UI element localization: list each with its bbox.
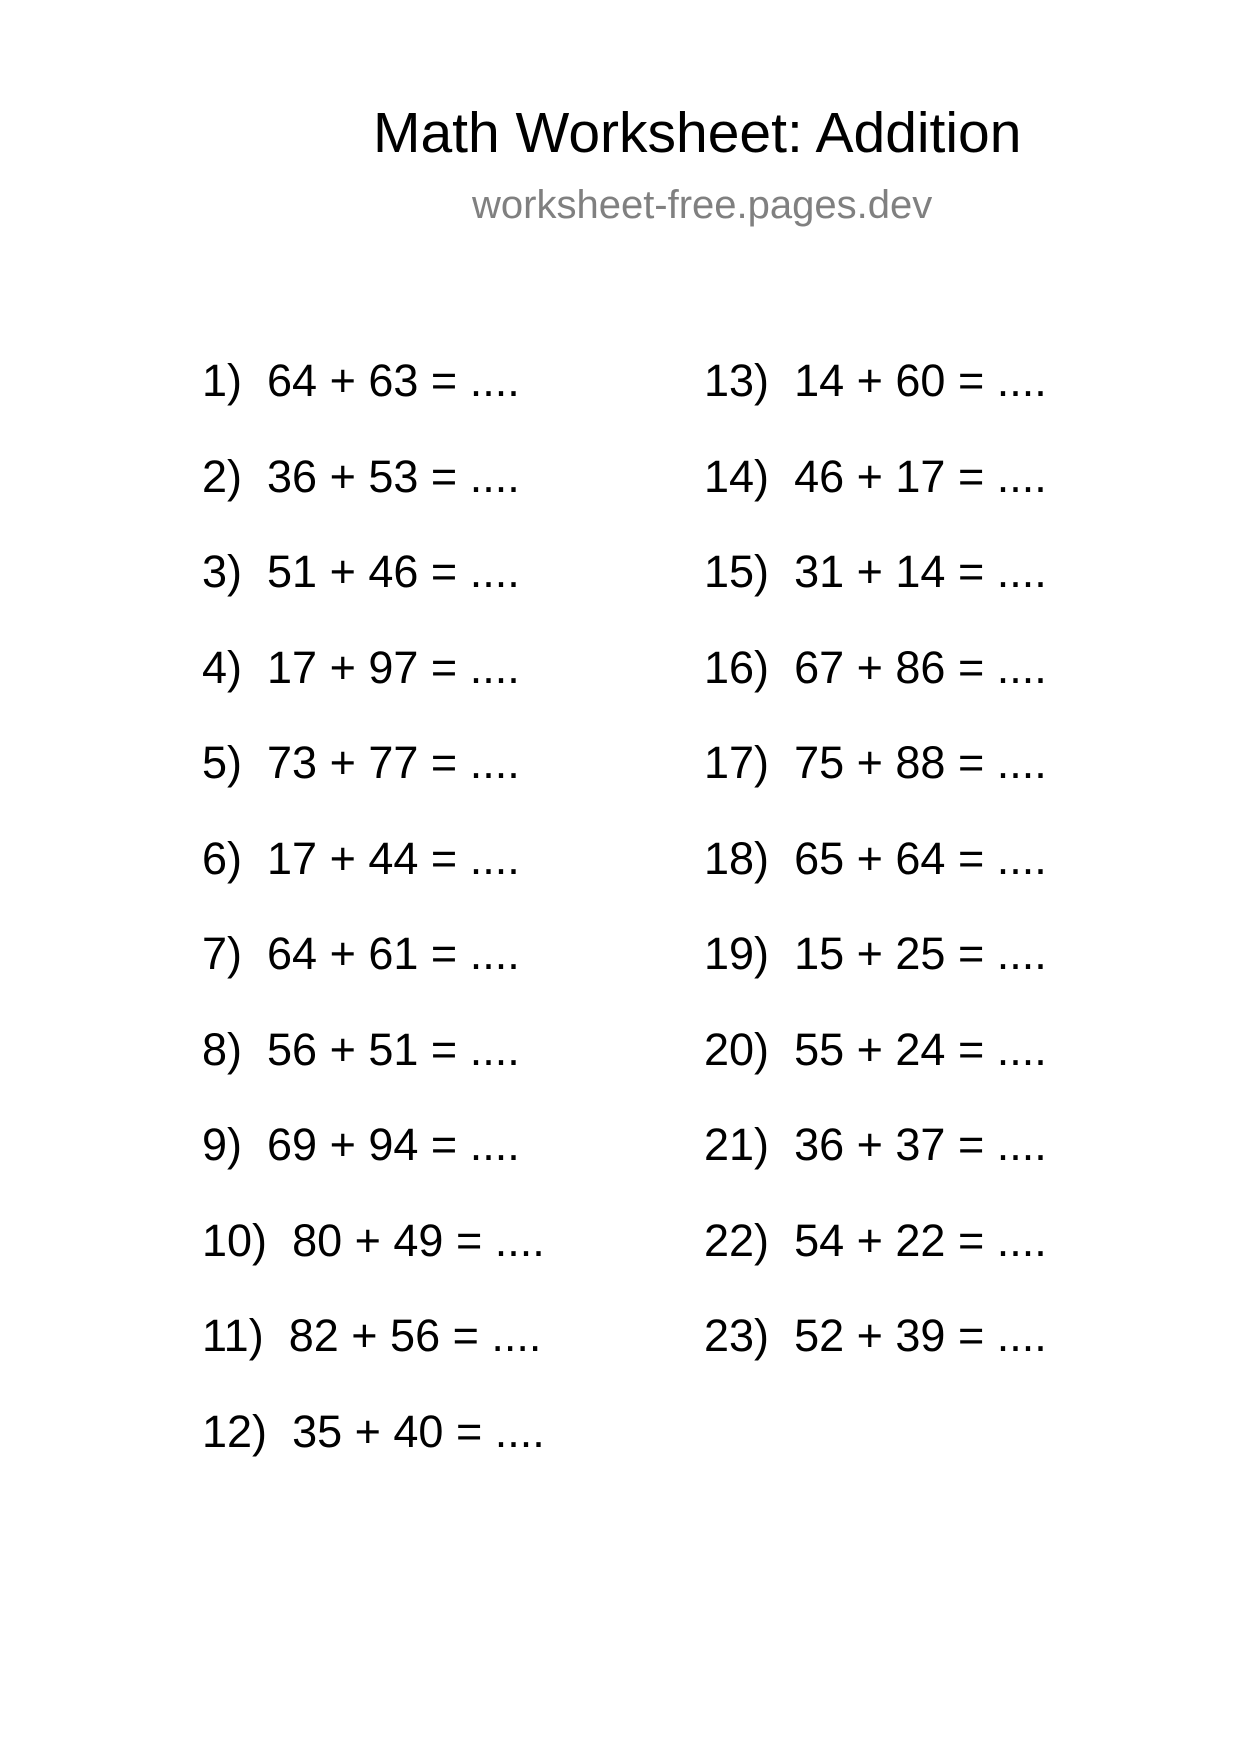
problem-number: 20) [704, 1023, 770, 1075]
problem-number: 23) [704, 1310, 770, 1361]
spacer [242, 355, 267, 406]
spacer [769, 1024, 794, 1075]
problem-expression: 35 + 40 = .... [292, 1405, 545, 1457]
problem-expression: 51 + 46 = .... [267, 546, 520, 597]
problem-item [202, 811, 545, 907]
problem-number: 2) [202, 450, 243, 502]
problem-number: 19) [704, 928, 770, 979]
problem-expression: 65 + 64 = .... [794, 832, 1047, 884]
problem-number: 4) [202, 641, 243, 693]
spacer [242, 451, 267, 502]
problems-column-left [202, 333, 545, 1479]
problem-expression: 80 + 49 = .... [292, 1214, 545, 1266]
problem-expression: 69 + 94 = .... [267, 1119, 520, 1170]
problem-item [202, 1288, 545, 1384]
problem-item [202, 524, 545, 620]
problem-number: 16) [704, 641, 770, 693]
problem-expression: 31 + 14 = .... [794, 546, 1047, 597]
spacer [242, 642, 267, 693]
problem-number: 8) [202, 1023, 243, 1075]
problem-item [202, 1002, 545, 1098]
problem-expression: 75 + 88 = .... [794, 737, 1047, 788]
problem-expression: 54 + 22 = .... [794, 1214, 1047, 1266]
problem-item [704, 333, 1047, 429]
problem-expression: 36 + 53 = .... [267, 450, 520, 502]
problem-expression: 52 + 39 = .... [794, 1310, 1047, 1361]
problem-item [202, 1097, 545, 1193]
problem-number: 12) [202, 1405, 268, 1457]
problem-item [202, 620, 545, 716]
problem-number: 13) [704, 355, 770, 406]
problem-number: 21) [704, 1119, 770, 1170]
problem-expression: 82 + 56 = .... [288, 1310, 542, 1361]
problem-number: 18) [704, 832, 770, 884]
problem-number: 17) [704, 737, 770, 788]
spacer [242, 546, 267, 597]
spacer [769, 1310, 794, 1361]
spacer [769, 546, 794, 597]
problem-item [704, 1288, 1047, 1384]
problem-expression: 67 + 86 = .... [794, 641, 1047, 693]
problem-expression: 46 + 17 = .... [794, 450, 1047, 502]
worksheet-source: worksheet-free.pages.dev [472, 183, 933, 227]
problem-number: 10) [202, 1214, 268, 1266]
spacer [242, 1119, 267, 1170]
spacer [769, 833, 794, 884]
problem-number: 6) [202, 832, 243, 884]
problem-item [704, 429, 1047, 525]
spacer [769, 642, 794, 693]
spacer [769, 451, 794, 502]
problem-number: 7) [202, 928, 243, 979]
spacer [242, 833, 267, 884]
problem-number: 9) [202, 1119, 243, 1170]
problem-number: 1) [202, 355, 243, 406]
spacer [769, 1119, 794, 1170]
spacer [769, 928, 794, 979]
problem-item [704, 1097, 1047, 1193]
spacer [267, 1215, 292, 1266]
spacer [769, 737, 794, 788]
problem-expression: 73 + 77 = .... [267, 737, 520, 788]
problem-number: 3) [202, 546, 243, 597]
problem-item [202, 715, 545, 811]
problem-number: 22) [704, 1214, 770, 1266]
problem-item [704, 811, 1047, 907]
problem-item [202, 906, 545, 1002]
problem-item [704, 1193, 1047, 1289]
problem-item [704, 524, 1047, 620]
problem-item [704, 906, 1047, 1002]
problem-item [202, 1193, 545, 1289]
problem-expression: 14 + 60 = .... [794, 355, 1047, 406]
spacer [267, 1406, 292, 1457]
problem-expression: 56 + 51 = .... [267, 1023, 520, 1075]
problem-item [704, 620, 1047, 716]
problem-number: 14) [704, 450, 770, 502]
problem-item [202, 429, 545, 525]
problems-column-right [704, 333, 1047, 1384]
spacer [769, 355, 794, 406]
problem-item [704, 1002, 1047, 1098]
problem-number: 5) [202, 737, 243, 788]
spacer [769, 1215, 794, 1266]
problem-number: 15) [704, 546, 770, 597]
problem-item [704, 715, 1047, 811]
problem-expression: 64 + 63 = .... [267, 355, 520, 406]
worksheet-title: Math Worksheet: Addition [373, 101, 1022, 165]
problem-expression: 17 + 97 = .... [267, 641, 520, 693]
problem-item [202, 1384, 545, 1480]
problem-expression: 64 + 61 = .... [267, 928, 520, 979]
problem-expression: 36 + 37 = .... [794, 1119, 1047, 1170]
spacer [242, 1024, 267, 1075]
spacer [264, 1310, 289, 1361]
problem-expression: 17 + 44 = .... [267, 832, 520, 884]
problem-item [202, 333, 545, 429]
problem-number: 11) [202, 1310, 264, 1361]
spacer [242, 928, 267, 979]
problem-expression: 55 + 24 = .... [794, 1023, 1047, 1075]
spacer [242, 737, 267, 788]
problem-expression: 15 + 25 = .... [794, 928, 1047, 979]
